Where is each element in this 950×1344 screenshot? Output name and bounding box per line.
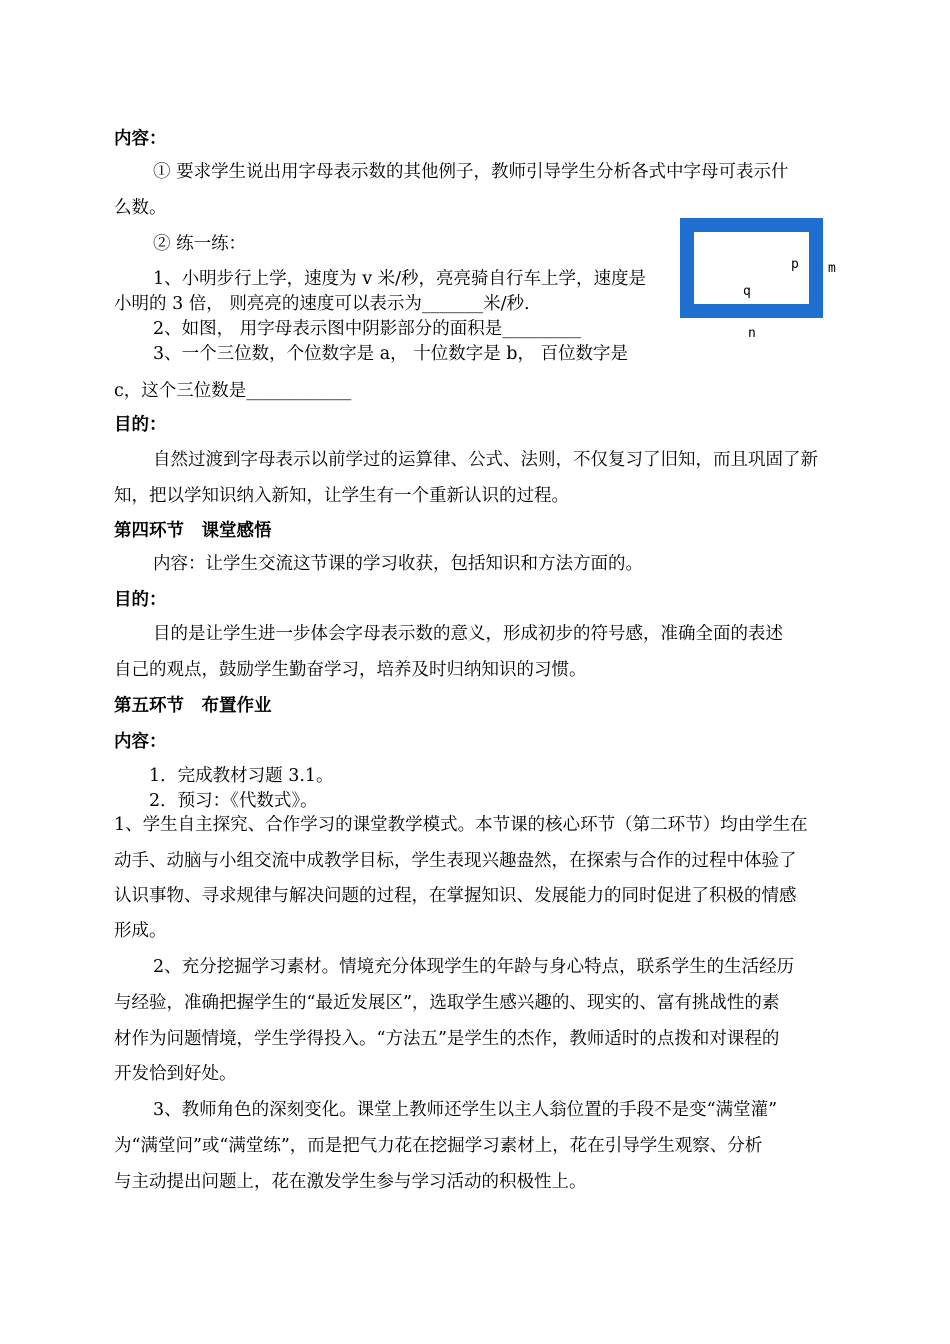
section-heading: 目的： (114, 415, 167, 435)
text-line: 1．完成教材习题 3.1。 (149, 766, 334, 786)
label-n: n (748, 326, 756, 341)
text-line: 为“满堂问”或“满堂练”，而是把气力花在挖掘学习素材上，花在引导学生观察、分析 (114, 1136, 763, 1156)
text-line: 么数。 (114, 198, 167, 218)
label-q: q (743, 284, 751, 299)
text-line: 材作为问题情境，学生学得投入。“方法五”是学生的杰作，教师适时的点拨和对课程的 (114, 1029, 780, 1049)
text-line: ② 练一练： (153, 234, 247, 254)
section-heading: 目的： (114, 590, 167, 610)
text-line: 3、教师角色的深刻变化。课堂上教师还学生以主人翁位置的手段不是变“满堂灌” (153, 1100, 778, 1120)
text-line: 2．预习：《代数式》。 (149, 791, 318, 811)
text-line: 小明的 3 倍， 则亮亮的速度可以表示为_______米/秒. (114, 294, 530, 314)
text-line: 与主动提出问题上，花在激发学生参与学习活动的积极性上。 (114, 1172, 587, 1192)
text-line: 1、小明步行上学，速度为 v 米/秒，亮亮骑自行车上学，速度是 (153, 269, 647, 289)
section-heading: 第四环节 课堂感悟 (114, 521, 272, 541)
text-line: 3、一个三位数，个位数字是 a， 十位数字是 b， 百位数字是 (153, 344, 629, 364)
text-line: 内容：让学生交流这节课的学习收获，包括知识和方法方面的。 (153, 554, 643, 574)
label-p: p (791, 257, 799, 272)
shaded-frame-figure (680, 218, 823, 318)
text-line: 知，把以学知识纳入新知，让学生有一个重新认识的过程。 (114, 486, 569, 506)
text-line: 1、学生自主探究、合作学习的课堂教学模式。本节课的核心环节（第二环节）均由学生在 (114, 815, 808, 835)
text-line: 2、充分挖掘学习素材。情境充分体现学生的年龄与身心特点，联系学生的生活经历 (153, 957, 795, 977)
text-line: 动手、动脑与小组交流中成教学目标，学生表现兴趣盎然，在探索与合作的过程中体验了 (114, 851, 797, 871)
text-line: 目的是让学生进一步体会字母表示数的意义，形成初步的符号感，准确全面的表述 (153, 624, 783, 644)
text-line: 2、如图， 用字母表示图中阴影部分的面积是_________ (153, 319, 581, 339)
text-line: 与经验，准确把握学生的“最近发展区”，选取学生感兴趣的、现实的、富有挑战性的素 (114, 993, 780, 1013)
section-heading: 内容： (114, 129, 167, 149)
section-heading: 第五环节 布置作业 (114, 696, 272, 716)
text-line: 开发恰到好处。 (114, 1064, 237, 1084)
text-line: 认识事物、寻求规律与解决问题的过程，在掌握知识、发展能力的同时促进了积极的情感 (114, 886, 797, 906)
text-line: 形成。 (114, 921, 167, 941)
text-line: c，这个三位数是____________ (114, 381, 352, 401)
text-line: 自然过渡到字母表示以前学过的运算律、公式、法则，不仅复习了旧知，而且巩固了新 (153, 450, 818, 470)
label-m: m (828, 261, 836, 276)
text-line: ① 要求学生说出用字母表示数的其他例子，教师引导学生分析各式中字母可表示什 (153, 162, 789, 182)
text-line: 自己的观点，鼓励学生勤奋学习，培养及时归纳知识的习惯。 (114, 660, 587, 680)
section-heading: 内容： (114, 732, 167, 752)
